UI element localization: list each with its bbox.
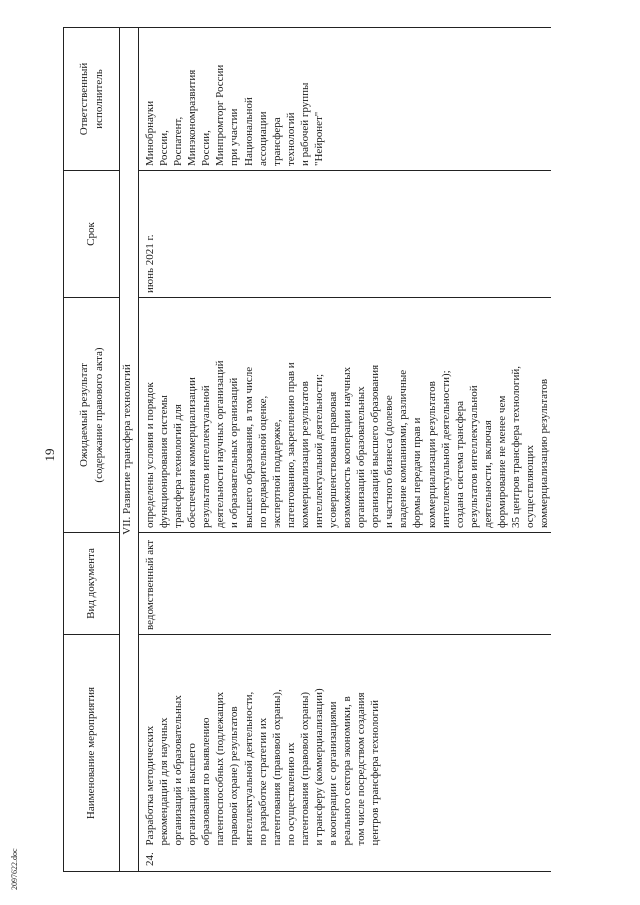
header-name-label: Наименование мероприятия (85, 686, 98, 820)
header-deadline-label: Срок (85, 222, 98, 246)
action-plan-table (63, 27, 551, 872)
row-result: определены условия и порядок функционирования системы трансфера технологий для обеспечения коммерциализации результатов интеллектуальной деятельности научных организаций и образовательных организаций высшего образования, в том числе по предварительной оценке, экспертной поддержке, патентованию, закреплению прав и коммерциализации результатов интеллектуальной деятельности; усовершенствована правовая возможность кооперации научных организаций образовательных организаций высшего образования и частного бизнеса (долевое владение компаниями, различные формы передачи прав и коммерциализации результатов интеллектуальной деятельности); создана система трансфера результатов интеллектуальной деятельности, включая формирование не менее чем 35 центров трансфера технологий, осуществляющих коммерциализацию результатов (144, 360, 551, 528)
row-name-cell (139, 635, 552, 850)
header-doc-type (64, 533, 120, 635)
row-responsible-cell (139, 28, 552, 171)
row-doc-type-cell (139, 533, 552, 635)
header-doc-type-label: Вид документа (85, 548, 98, 619)
row-deadline: июнь 2021 г. (144, 234, 156, 293)
header-result-label: Ожидаемый результат (содержание правового акта) (78, 347, 105, 483)
row-deadline-cell (139, 171, 552, 298)
section-row (120, 28, 139, 872)
file-stamp: 2097622.doc (10, 848, 19, 890)
header-responsible-label: Ответственный исполнитель (78, 62, 105, 136)
header-name (64, 635, 120, 872)
header-result (64, 298, 120, 533)
table-row (139, 28, 552, 872)
table-header-row (64, 28, 120, 872)
row-number-cell (139, 850, 552, 872)
header-responsible (64, 28, 120, 171)
section-title: VII. Развитие трансфера технологий (120, 28, 139, 872)
row-name: Разработка методических рекомендаций для научных организаций и образовательных организаций высшего образования по выявлению патентоспособных (подлежащих правовой охране) результатов интеллектуальной деятельности, по разработке стратегии их патентования (правовой охраны), по осуществлению их патентования (правовой охраны) и трансферу (коммерциализации) в кооперации с организациями реального сектора экономики, в том числе посредством создания центров трансфера технологий (144, 688, 382, 846)
header-deadline (64, 171, 120, 298)
row-responsible: Минобрнауки России, Роспатент, Минэкономразвития России, Минпромторг России при участии Национальной ассоциации трансфера технологий и рабочей группы "Нейронет" (144, 64, 325, 166)
page-number: 19 (42, 448, 57, 462)
row-number: 24. (144, 852, 156, 866)
row-result-cell (139, 298, 552, 533)
row-doc-type: ведомственный акт (144, 539, 156, 630)
